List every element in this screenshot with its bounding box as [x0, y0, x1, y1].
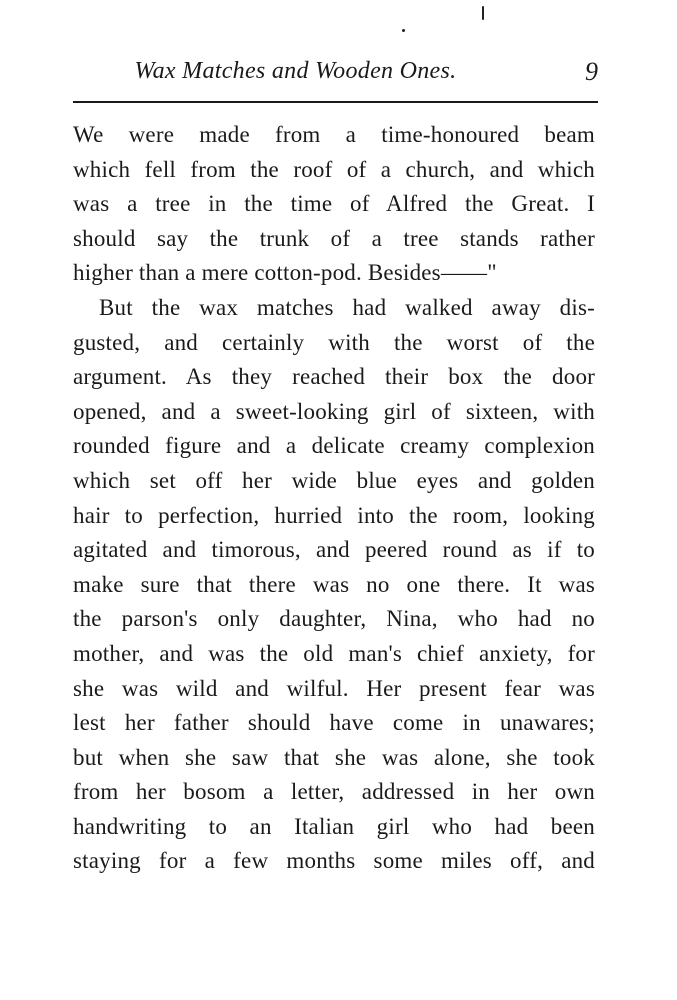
text-line: We were made from a time-honoured beam	[73, 122, 595, 147]
text-line: from her bosom a letter, addressed in her own	[73, 779, 595, 805]
text-line: lest her father should have come in unawares;	[73, 710, 595, 736]
ink-speck	[402, 29, 405, 32]
page-number: 9	[585, 57, 598, 86]
text-line: opened, and a sweet-looking girl of sixteen, with	[73, 398, 595, 424]
text-line: mother, and was the old man's chief anxiety, for	[73, 640, 595, 666]
text-line: make sure that there was no one there. It was	[73, 571, 595, 597]
running-title: Wax Matches and Wooden Ones.	[134, 58, 457, 84]
ink-speck	[482, 6, 484, 20]
text-line: agitated and timorous, and peered round as if to	[73, 537, 595, 563]
text-line: hair to perfection, hurried into the room, looking	[73, 502, 595, 528]
text-line: argument. As they reached their box the door	[73, 364, 595, 390]
page-header	[73, 56, 598, 90]
text-line: But the wax matches had walked away dis-	[99, 294, 595, 320]
text-line: she was wild and wilful. Her present fear was	[73, 675, 595, 701]
text-line: gusted, and certainly with the worst of the	[73, 329, 595, 355]
text-line: which fell from the roof of a church, and which	[73, 156, 595, 182]
text-line: the parson's only daughter, Nina, who had no	[73, 606, 595, 632]
header-rule	[73, 101, 598, 103]
text-line: rounded figure and a delicate creamy complexion	[73, 433, 595, 459]
body-text	[73, 118, 595, 879]
text-line: higher than a mere cotton-pod. Besides——"	[73, 260, 497, 286]
text-line: staying for a few months some miles off, and	[73, 848, 595, 874]
text-line: which set off her wide blue eyes and golden	[73, 467, 595, 493]
text-line: but when she saw that she was alone, she took	[73, 744, 595, 770]
text-line: should say the trunk of a tree stands rather	[73, 225, 595, 251]
text-line: was a tree in the time of Alfred the Great. I	[73, 191, 595, 217]
text-line: handwriting to an Italian girl who had been	[73, 813, 595, 839]
